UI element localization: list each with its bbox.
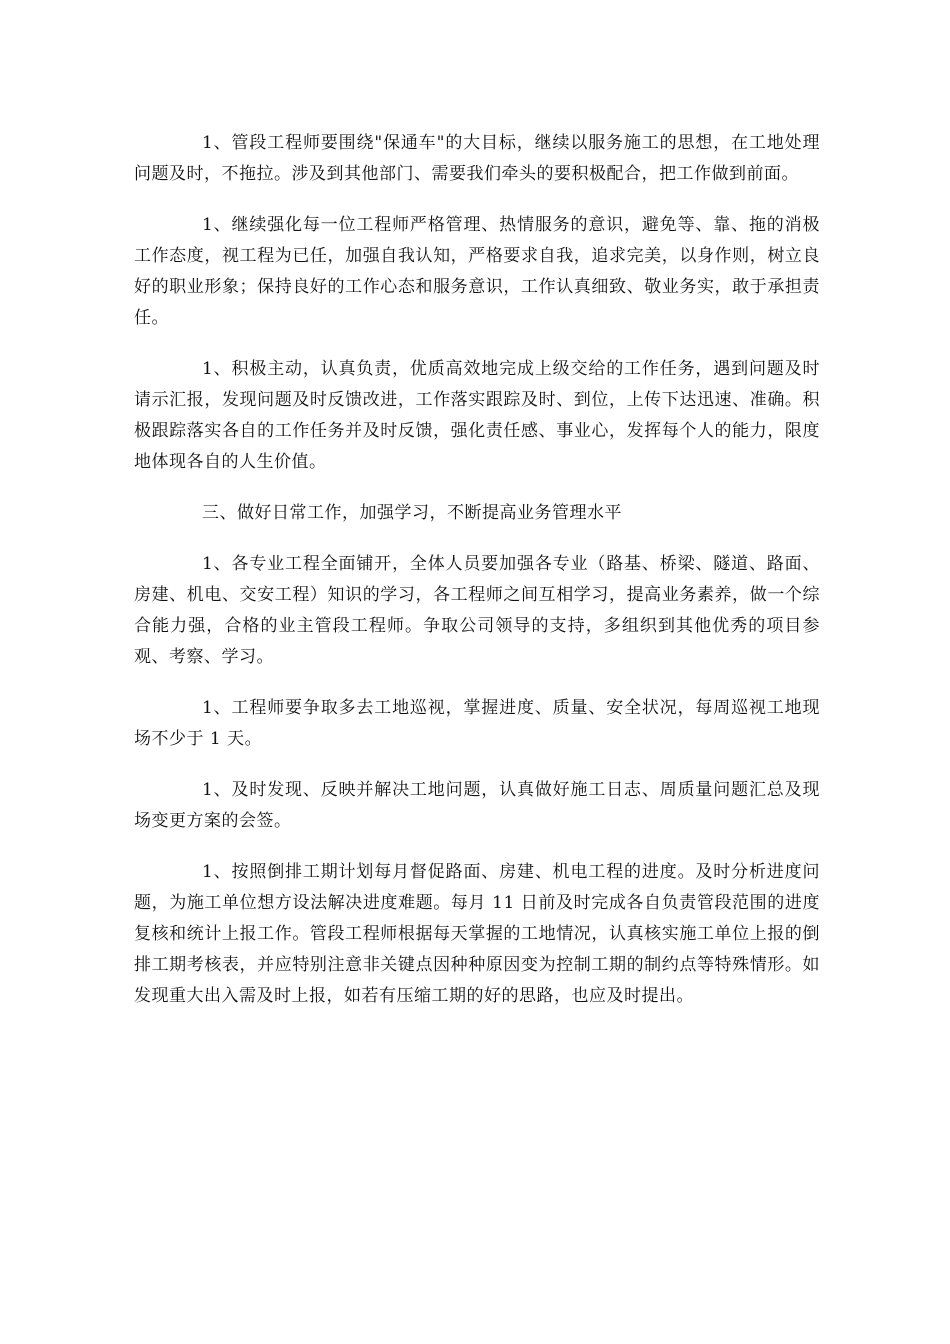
paragraph-1: 1、管段工程师要围绕"保通车"的大目标，继续以服务施工的思想，在工地处理问题及时，不拖拉。涉及到其他部门、需要我们牵头的要积极配合，把工作做到前面。 bbox=[134, 133, 820, 184]
paragraph-5: 1、各专业工程全面铺开，全体人员要加强各专业（路基、桥梁、隧道、路面、房建、机电、交安工程）知识的学习，各工程师之间互相学习，提高业务素养，做一个综合能力强，合格的业主管段工程师。争取公司领导的支持，多组织到其他优秀的项目参观、考察、学习。 bbox=[134, 554, 820, 667]
paragraph-7: 1、及时发现、反映并解决工地问题，认真做好施工日志、周质量问题汇总及现场变更方案的会签。 bbox=[134, 780, 820, 831]
section-heading: 三、做好日常工作，加强学习，不断提高业务管理水平 bbox=[202, 503, 622, 523]
paragraph-8: 1、按照倒排工期计划每月督促路面、房建、机电工程的进度。及时分析进度问题，为施工单位想方设法解决进度难题。每月 11 日前及时完成各自负责管段范围的进度复核和统计上报工作。管段工程师根据每天掌握的工地情况，认真核实施工单位上报的倒排工期考核表，并应特别注意非关键点因种种原因变为控制工期的制约点等特殊情形。如发现重大出入需及时上报，如若有压缩工期的好的思路，也应及时提出。 bbox=[134, 862, 820, 1006]
paragraph-2: 1、继续强化每一位工程师严格管理、热情服务的意识，避免等、靠、拖的消极工作态度，视工程为已任，加强自我认知，严格要求自我，追求完美，以身作则，树立良好的职业形象；保持良好的工作心态和服务意识，工作认真细致、敬业务实，敢于承担责任。 bbox=[134, 215, 820, 328]
paragraph-3: 1、积极主动，认真负责，优质高效地完成上级交给的工作任务，遇到问题及时请示汇报，发现问题及时反馈改进，工作落实跟踪及时、到位，上传下达迅速、准确。积极跟踪落实各自的工作任务并及时反馈，强化责任感、事业心，发挥每个人的能力，限度地体现各自的人生价值。 bbox=[134, 359, 820, 472]
paragraph-6: 1、工程师要争取多去工地巡视，掌握进度、质量、安全状况，每周巡视工地现场不少于 1 天。 bbox=[134, 698, 820, 749]
document-body bbox=[134, 128, 820, 1012]
